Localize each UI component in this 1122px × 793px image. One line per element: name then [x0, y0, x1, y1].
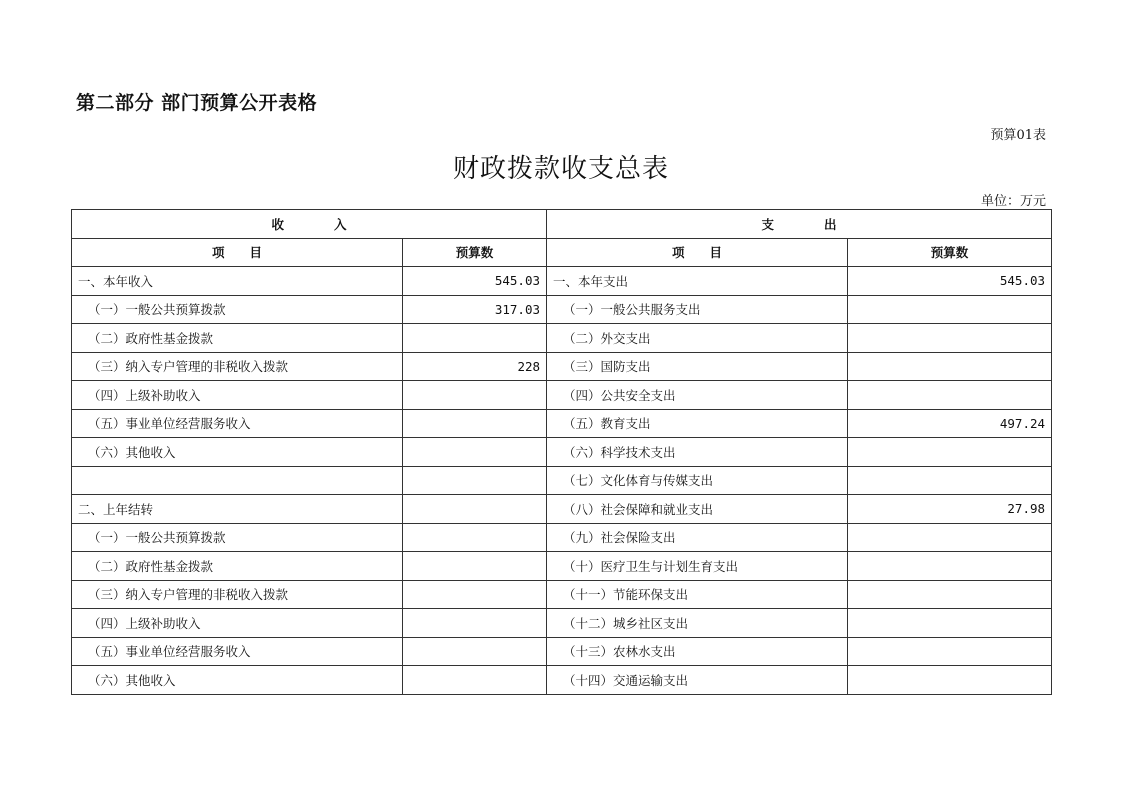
expense-item-cell: （七）文化体育与传媒支出: [547, 466, 848, 495]
income-item-cell: （二）政府性基金拨款: [72, 552, 403, 581]
table-row: [72, 438, 1052, 467]
income-amount-cell: [403, 409, 547, 438]
table-row: [72, 409, 1052, 438]
table-row: [72, 381, 1052, 410]
table-row: [72, 523, 1052, 552]
page-title: 财政拨款收支总表: [452, 154, 669, 184]
income-header: 收 入: [72, 210, 547, 239]
expense-amount-cell: [848, 666, 1052, 695]
table-row: [72, 637, 1052, 666]
table-header-group-row: [72, 210, 1052, 239]
expense-amount-cell: [848, 637, 1052, 666]
income-amount-cell: [403, 438, 547, 467]
income-item-cell: （四）上级补助收入: [72, 381, 403, 410]
expense-amount-cell: [848, 324, 1052, 353]
income-item-cell: （一）一般公共预算拨款: [72, 523, 403, 552]
income-amount-cell: 545.03: [403, 267, 547, 296]
table-row: [72, 609, 1052, 638]
income-amount-cell: [403, 324, 547, 353]
table-row: [72, 580, 1052, 609]
budget-table: [71, 209, 1052, 695]
income-item-header: 项 目: [72, 238, 403, 267]
expense-amount-cell: 27.98: [848, 495, 1052, 524]
income-item-cell: （六）其他收入: [72, 666, 403, 695]
expense-amount-cell: [848, 295, 1052, 324]
expense-amount-cell: [848, 466, 1052, 495]
income-item-cell: （五）事业单位经营服务收入: [72, 409, 403, 438]
income-item-cell: （一）一般公共预算拨款: [72, 295, 403, 324]
expense-item-cell: （六）科学技术支出: [547, 438, 848, 467]
expense-item-cell: （三）国防支出: [547, 352, 848, 381]
income-amount-header: 预算数: [403, 238, 547, 267]
section-title: 第二部分 部门预算公开表格: [76, 92, 318, 114]
expense-amount-cell: [848, 580, 1052, 609]
table-row: [72, 666, 1052, 695]
expense-item-cell: （九）社会保险支出: [547, 523, 848, 552]
table-row: [72, 324, 1052, 353]
expense-header: 支 出: [547, 210, 1052, 239]
income-amount-cell: [403, 580, 547, 609]
expense-amount-cell: [848, 438, 1052, 467]
expense-amount-cell: [848, 381, 1052, 410]
income-item-cell: [72, 466, 403, 495]
expense-amount-cell: 497.24: [848, 409, 1052, 438]
table-row: [72, 352, 1052, 381]
income-item-cell: （四）上级补助收入: [72, 609, 403, 638]
table-number: 预算01表: [990, 128, 1046, 143]
expense-item-cell: （一）一般公共服务支出: [547, 295, 848, 324]
table-row: [72, 495, 1052, 524]
expense-item-cell: （二）外交支出: [547, 324, 848, 353]
table-row: [72, 466, 1052, 495]
income-item-cell: （三）纳入专户管理的非税收入拨款: [72, 580, 403, 609]
expense-item-cell: （八）社会保障和就业支出: [547, 495, 848, 524]
table-row: [72, 295, 1052, 324]
expense-amount-cell: [848, 609, 1052, 638]
income-amount-cell: [403, 495, 547, 524]
expense-amount-cell: [848, 523, 1052, 552]
table-header-row: [72, 238, 1052, 267]
income-amount-cell: 228: [403, 352, 547, 381]
expense-item-header: 项 目: [547, 238, 848, 267]
income-amount-cell: 317.03: [403, 295, 547, 324]
expense-item-cell: （五）教育支出: [547, 409, 848, 438]
income-amount-cell: [403, 666, 547, 695]
expense-item-cell: （十三）农林水支出: [547, 637, 848, 666]
income-item-cell: （五）事业单位经营服务收入: [72, 637, 403, 666]
expense-item-cell: （十）医疗卫生与计划生育支出: [547, 552, 848, 581]
expense-amount-cell: [848, 552, 1052, 581]
expense-item-cell: （四）公共安全支出: [547, 381, 848, 410]
expense-amount-cell: 545.03: [848, 267, 1052, 296]
income-item-cell: 一、本年收入: [72, 267, 403, 296]
income-amount-cell: [403, 609, 547, 638]
expense-item-cell: 一、本年支出: [547, 267, 848, 296]
unit-label: 单位：万元: [980, 194, 1046, 209]
income-item-cell: （二）政府性基金拨款: [72, 324, 403, 353]
expense-item-cell: （十二）城乡社区支出: [547, 609, 848, 638]
income-item-cell: （三）纳入专户管理的非税收入拨款: [72, 352, 403, 381]
income-amount-cell: [403, 637, 547, 666]
expense-amount-cell: [848, 352, 1052, 381]
income-amount-cell: [403, 552, 547, 581]
expense-item-cell: （十四）交通运输支出: [547, 666, 848, 695]
table-body: [72, 267, 1052, 695]
expense-item-cell: （十一）节能环保支出: [547, 580, 848, 609]
income-item-cell: 二、上年结转: [72, 495, 403, 524]
income-amount-cell: [403, 466, 547, 495]
income-item-cell: （六）其他收入: [72, 438, 403, 467]
table-row: [72, 267, 1052, 296]
income-amount-cell: [403, 523, 547, 552]
income-amount-cell: [403, 381, 547, 410]
expense-amount-header: 预算数: [848, 238, 1052, 267]
table-row: [72, 552, 1052, 581]
